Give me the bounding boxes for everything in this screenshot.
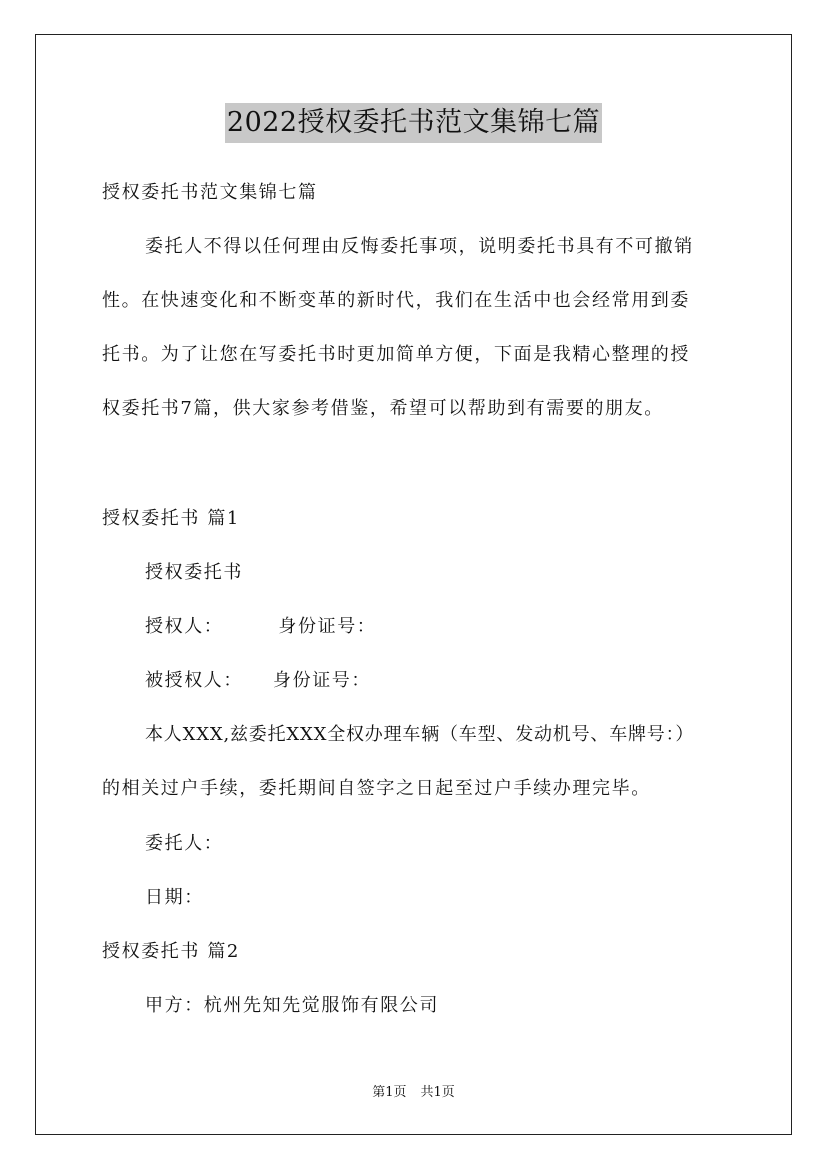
grantee-id-label: 身份证号： xyxy=(273,670,371,691)
grantor-row xyxy=(145,615,376,639)
document-subtitle: 授权委托书范文集锦七篇 xyxy=(102,182,318,203)
grantee-row xyxy=(145,669,371,693)
form-title: 授权委托书 xyxy=(145,562,243,583)
title-container xyxy=(0,103,827,143)
grantor-label: 授权人： xyxy=(145,616,224,637)
date-label: 日期： xyxy=(145,887,204,908)
section-2-heading: 授权委托书 篇2 xyxy=(102,941,240,962)
principal-label: 委托人： xyxy=(145,833,224,854)
total-pages: 共1页 xyxy=(420,1085,455,1100)
grantor-id-label: 身份证号： xyxy=(278,616,377,637)
intro-paragraph-line-1: 委托人不得以任何理由反悔委托事项，说明委托书具有不可撤销 xyxy=(145,236,694,257)
page-number: 第1页 xyxy=(372,1085,407,1100)
intro-paragraph-line-4: 权委托书7篇，供大家参考借鉴，希望可以帮助到有需要的朋友。 xyxy=(102,398,664,419)
authorization-body-line-2: 的相关过户手续，委托期间自签字之日起至过户手续办理完毕。 xyxy=(102,778,651,799)
document-title: 2022授权委托书范文集锦七篇 xyxy=(225,103,602,143)
party-a-line: 甲方：杭州先知先觉服饰有限公司 xyxy=(145,995,439,1016)
page-footer xyxy=(0,1084,827,1102)
authorization-body-line-1: 本人XXX,兹委托XXX全权办理车辆（车型、发动机号、车牌号：） xyxy=(145,724,695,745)
grantee-label: 被授权人： xyxy=(145,670,243,691)
intro-paragraph-line-2: 性。在快速变化和不断变革的新时代，我们在生活中也会经常用到委 xyxy=(102,290,690,311)
intro-paragraph-line-3: 托书。为了让您在写委托书时更加简单方便，下面是我精心整理的授 xyxy=(102,344,690,365)
section-1-heading: 授权委托书 篇1 xyxy=(102,508,240,529)
